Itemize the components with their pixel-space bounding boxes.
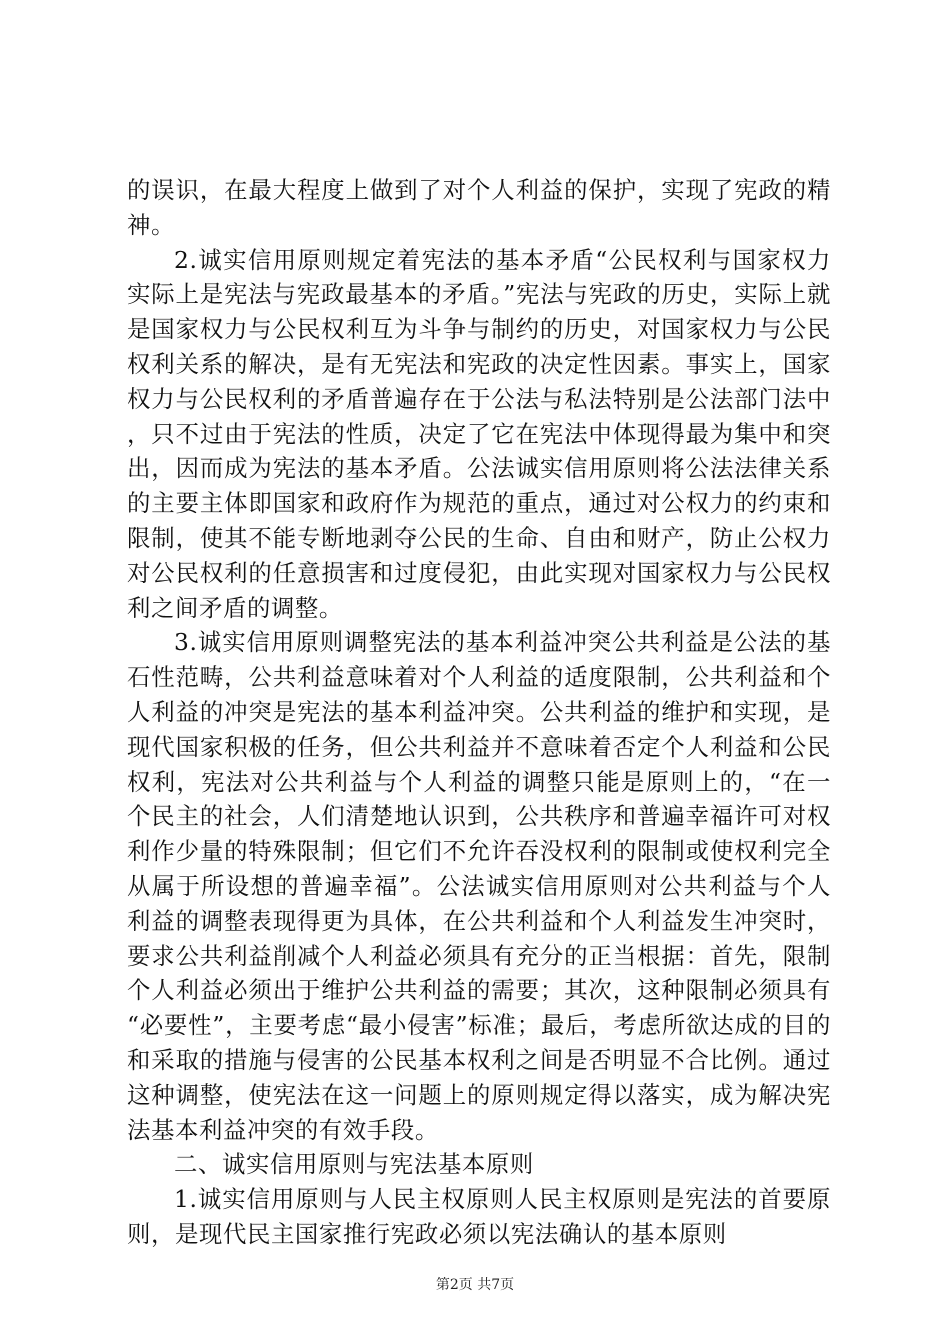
paragraph-item-3: 3.诚实信用原则调整宪法的基本利益冲突公共利益是公法的基石性范畴，公共利益意味着对个人利益的适度限制，公共利益和个人利益的冲突是宪法的基本利益冲突。公共利益的维护和实现，是现代国家积极的任务，但公共利益并不意味着否定个人利益和公民权利，宪法对公共利益与个人利益的调整只能是原则上的，“在一个民主的社会，人们清楚地认识到，公共秩序和普遍幸福许可对权利作少量的特殊限制；但它们不允许吞没权利的限制或使权利完全从属于所设想的普遍幸福”。公法诚实信用原则对公共利益与个人利益的调整表现得更为具体，在公共利益和个人利益发生冲突时，要求公共利益削减个人利益必须具有充分的正当根据：首先，限制个人利益必须出于维护公共利益的需要；其次，这种限制必须具有“必要性”，主要考虑“最小侵害”标准；最后，考虑所欲达成的目的和采取的措施与侵害的公民基本权利之间是否明显不合比例。通过这种调整，使宪法在这一问题上的原则规定得以落实，成为解决宪法基本利益冲突的有效手段。 <box>127 628 831 1144</box>
page-footer: 第2页 共7页 <box>435 1277 515 1293</box>
paragraph-item-1: 1.诚实信用原则与人民主权原则人民主权原则是宪法的首要原则，是现代民主国家推行宪政必须以宪法确认的基本原则 <box>127 1185 831 1248</box>
section-heading: 二、诚实信用原则与宪法基本原则 <box>174 1150 534 1179</box>
document-body <box>127 173 831 1252</box>
paragraph-item-2: 2.诚实信用原则规定着宪法的基本矛盾“公民权利与国家权力实际上是宪法与宪政最基本的矛盾。”宪法与宪政的历史，实际上就是国家权力与公民权利互为斗争与制约的历史，对国家权力与公民权利关系的解决，是有无宪法和宪政的决定性因素。事实上，国家权力与公民权利的矛盾普遍存在于公法与私法特别是公法部门法中，只不过由于宪法的性质，决定了它在宪法中体现得最为集中和突出，因而成为宪法的基本矛盾。公法诚实信用原则将公法法律关系的主要主体即国家和政府作为规范的重点，通过对公权力的约束和限制，使其不能专断地剥夺公民的生命、自由和财产，防止公权力对公民权利的任意损害和过度侵犯，由此实现对国家权力与公民权利之间矛盾的调整。 <box>127 245 831 622</box>
paragraph-continuation: 的误识，在最大程度上做到了对个人利益的保护，实现了宪政的精神。 <box>127 176 831 239</box>
